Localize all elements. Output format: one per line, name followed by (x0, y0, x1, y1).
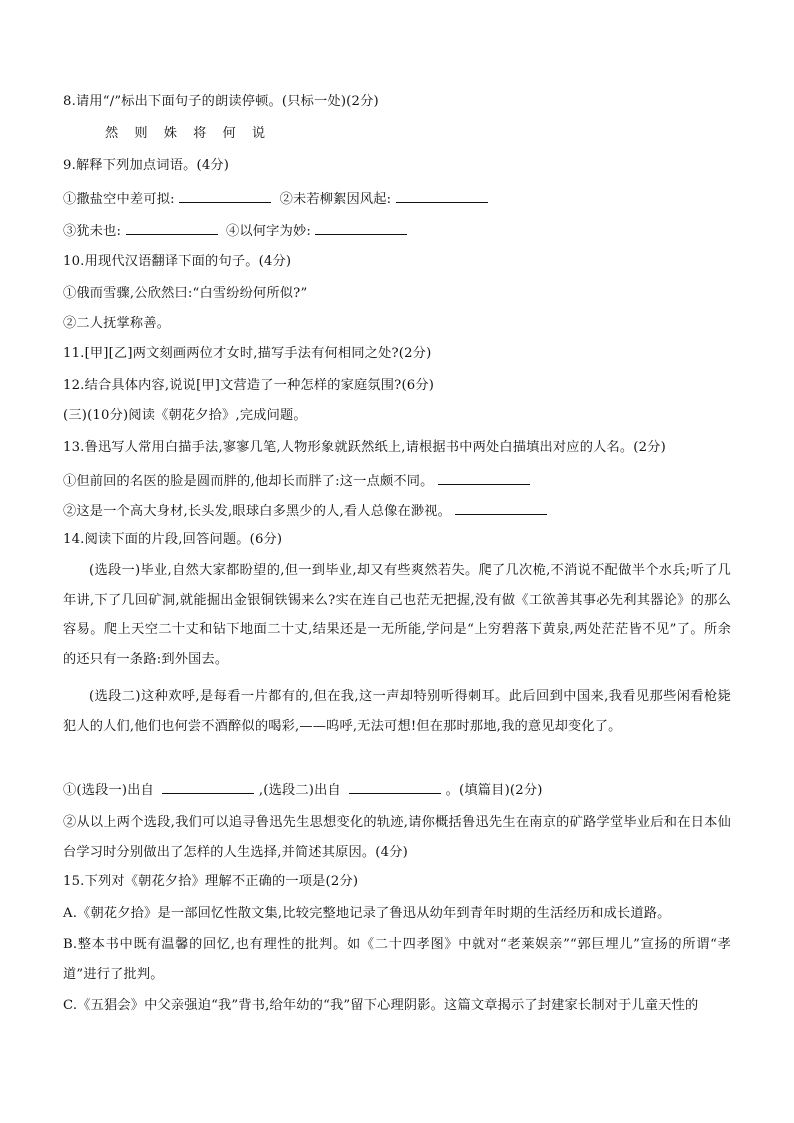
q13-row2 (63, 501, 743, 521)
q14-answer-blank-2[interactable] (349, 780, 441, 794)
q9-item3: ③犹未也: (63, 224, 122, 239)
q10-sentence-1: ①俄而雪骤,公欣然曰:“白雪纷纷何所似?” (63, 286, 308, 301)
q15-option-c[interactable]: C.《五猖会》中父亲强迫“我”背书,给年幼的“我”留下心理阴影。这篇文章揭示了封建家长制对于儿童天性的 (63, 998, 699, 1013)
q10-prompt: 10.用现代汉语翻译下面的句子。(4分) (63, 254, 292, 269)
q9-answer-blank-3[interactable] (126, 221, 218, 235)
q9-row1 (63, 189, 743, 209)
q9-item4: ④以何字为妙: (226, 224, 311, 239)
q14-sub1-c: 。(填篇目)(2分) (445, 783, 543, 798)
q9-answer-blank-4[interactable] (315, 221, 407, 235)
q13-answer-blank-2[interactable] (455, 501, 547, 515)
q14-sub2: ②从以上两个选段,我们可以追寻鲁迅先生思想变化的轨迹,请你概括鲁迅先生在南京的矿路学堂毕业后和在日本仙台学习时分别做出了怎样的人生选择,并简述其原因。(4分) (63, 815, 731, 860)
q9-answer-blank-2[interactable] (396, 189, 488, 203)
q9-item2: ②未若柳絮因风起: (279, 192, 392, 207)
q14-sub1-a: ①(选段一)出自 (63, 783, 155, 798)
q15-prompt: 15.下列对《朝花夕拾》理解不正确的一项是(2分) (63, 874, 359, 889)
q13-row1 (63, 471, 743, 491)
q9-row2 (63, 221, 743, 241)
q13-answer-blank-1[interactable] (438, 471, 530, 485)
q14-excerpt-1-text: (选段一)毕业,自然大家都盼望的,但一到毕业,却又有些爽然若失。爬了几次桅,不消说不配做半个水兵;听了几年讲,下了几回矿洞,就能掘出金银铜铁锡来么?实在连自己也茫无把握,没有做《工欲善其事必先利其器论》的那么容易。爬上天空二十丈和钻下地面二十丈,结果还是一无所能,学问是“上穷碧落下黄泉,两处茫茫皆不见”了。所余的还只有一条路:到外国去。 (63, 563, 731, 667)
q14-excerpt-2-text: (选段二)这种欢呼,是每看一片都有的,但在我,这一声却特别听得刺耳。此后回到中国来,我看见那些闲看枪毙犯人的人们,他们也何尝不酒醉似的喝彩,——呜呼,无法可想!但在那时那地,我的意见却变化了。 (63, 689, 731, 734)
q11-prompt: 11.[甲][乙]两文刻画两位才女时,描写手法有何相同之处?(2分) (63, 346, 432, 361)
q14-excerpt-2 (63, 682, 731, 741)
q9-answer-blank-1[interactable] (179, 189, 271, 203)
q8-prompt: 8.请用“/”标出下面句子的朗读停顿。(只标一处)(2分) (63, 94, 379, 109)
q9-prompt: 9.解释下列加点词语。(4分) (63, 158, 230, 173)
q12-prompt: 12.结合具体内容,说说[甲]文营造了一种怎样的家庭氛围?(6分) (63, 378, 435, 393)
q14-sub1-b: ,(选段二)出自 (258, 783, 341, 798)
section3-title: (三)(10分)阅读《朝花夕拾》,完成问题。 (63, 408, 307, 423)
q13-item1: ①但前回的名医的脸是圆而胖的,他却长而胖了:这一点颇不同。 (63, 474, 434, 489)
q10-sentence-2: ②二人抚掌称善。 (63, 316, 171, 331)
q15-option-a[interactable]: A.《朝花夕拾》是一部回忆性散文集,比较完整地记录了鲁迅从幼年到青年时期的生活经历和成长道路。 (63, 906, 671, 921)
q14-answer-blank-1[interactable] (162, 780, 254, 794)
q15-option-b[interactable]: B.整本书中既有温馨的回忆,也有理性的批判。如《二十四孝图》中就对“老莱娱亲”“郭巨埋儿”宣扬的所谓“孝道”进行了批判。 (63, 937, 731, 982)
q13-prompt: 13.鲁迅写人常用白描手法,寥寥几笔,人物形象就跃然纸上,请根据书中两处白描填出对应的人名。(2分) (63, 440, 666, 455)
q9-item1: ①撒盐空中差可拟: (63, 192, 175, 207)
q14-prompt: 14.阅读下面的片段,回答问题。(6分) (63, 532, 283, 547)
q14-excerpt-1 (63, 556, 731, 674)
q8-sentence: 然 则 姝 将 何 说 (105, 126, 272, 141)
q14-sub1 (63, 780, 743, 800)
q13-item2: ②这是一个高大身材,长头发,眼球白多黑少的人,看人总像在渺视。 (63, 504, 452, 519)
